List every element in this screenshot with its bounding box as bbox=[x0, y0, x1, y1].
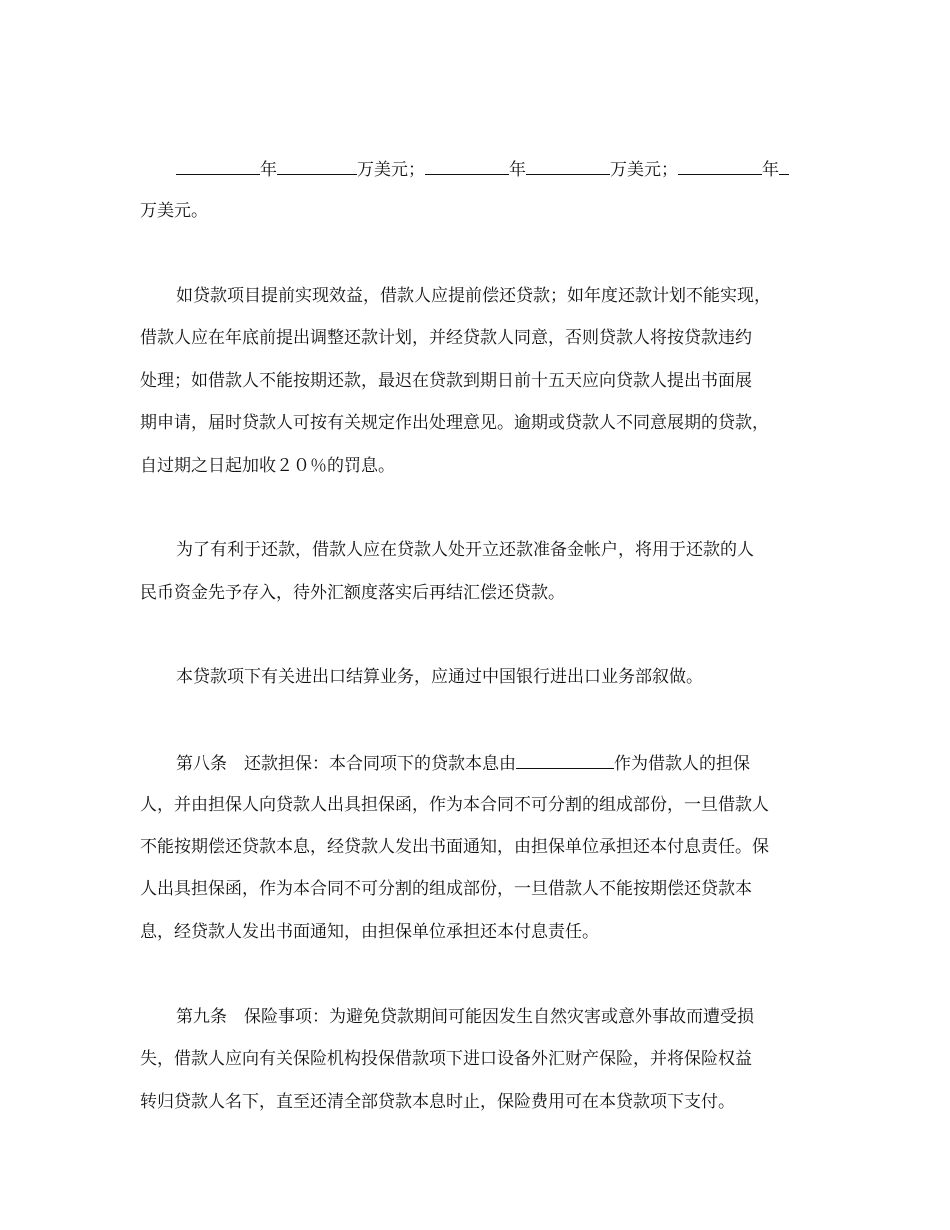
paragraph-line: 自过期之日起加收２０％的罚息。 bbox=[140, 456, 395, 476]
paragraph-line: 借款人应在年底前提出调整还款计划，并经贷款人同意，否则贷款人将按贷款违约 bbox=[140, 328, 752, 348]
amount-blank-1[interactable] bbox=[277, 157, 357, 175]
paragraph-line: 民币资金先予存入，待外汇额度落实后再结汇偿还贷款。 bbox=[140, 583, 565, 603]
year-blank-3[interactable] bbox=[678, 157, 762, 175]
paragraph-line: 人，并由担保人向贷款人出具担保函，作为本合同不可分割的组成部份，一旦借款人 bbox=[140, 795, 769, 815]
paragraph-line: 为了有利于还款，借款人应在贷款人处开立还款准备金帐户，将用于还款的人 bbox=[176, 540, 754, 560]
year-blank-1[interactable] bbox=[176, 157, 260, 175]
article-9-first-line: 第九条 保险事项：为避免贷款期间可能因发生自然灾害或意外事故而遭受损 bbox=[176, 1007, 754, 1027]
paragraph-line: 失，借款人应向有关保险机构投保借款项下进口设备外汇财产保险，并将保险权益 bbox=[140, 1049, 752, 1069]
paragraph-line: 处理；如借款人不能按期还款，最迟在贷款到期日前十五天应向贷款人提出书面展 bbox=[140, 371, 752, 391]
amount-unit-2: 万美元； bbox=[610, 160, 678, 180]
paragraph-line: 息，经贷款人发出书面通知，由担保单位承担还本付息责任。 bbox=[140, 922, 599, 942]
repayment-schedule-line bbox=[176, 157, 820, 181]
year-label-1: 年 bbox=[260, 160, 277, 180]
paragraph-line: 本贷款项下有关进出口结算业务，应通过中国银行进出口业务部叙做。 bbox=[176, 667, 703, 687]
paragraph-line: 不能按期偿还贷款本息，经贷款人发出书面通知，由担保单位承担还本付息责任。保 bbox=[140, 837, 769, 857]
year-label-2: 年 bbox=[509, 160, 526, 180]
article-8-heading: 第八条 还款担保：本合同项下的贷款本息由 bbox=[176, 754, 516, 774]
guarantor-blank[interactable] bbox=[516, 751, 614, 769]
paragraph-line: 如贷款项目提前实现效益，借款人应提前偿还贷款；如年度还款计划不能实现， bbox=[176, 286, 771, 306]
amount-unit-1: 万美元； bbox=[357, 160, 425, 180]
year-label-3: 年 bbox=[762, 160, 779, 180]
paragraph-line: 人出具担保函，作为本合同不可分割的组成部份，一旦借款人不能按期偿还贷款本 bbox=[140, 879, 752, 899]
repayment-schedule-end: 万美元。 bbox=[140, 201, 208, 221]
year-blank-2[interactable] bbox=[425, 157, 509, 175]
paragraph-line: 期申请，届时贷款人可按有关规定作出处理意见。逾期或贷款人不同意展期的贷款， bbox=[140, 413, 769, 433]
amount-blank-2[interactable] bbox=[526, 157, 610, 175]
article-8-first-line bbox=[176, 751, 820, 775]
article-8-text: 作为借款人的担保 bbox=[614, 754, 750, 774]
paragraph-line: 转归贷款人名下，直至还清全部贷款本息时止，保险费用可在本贷款项下支付。 bbox=[140, 1092, 735, 1112]
amount-blank-3[interactable] bbox=[779, 157, 789, 175]
